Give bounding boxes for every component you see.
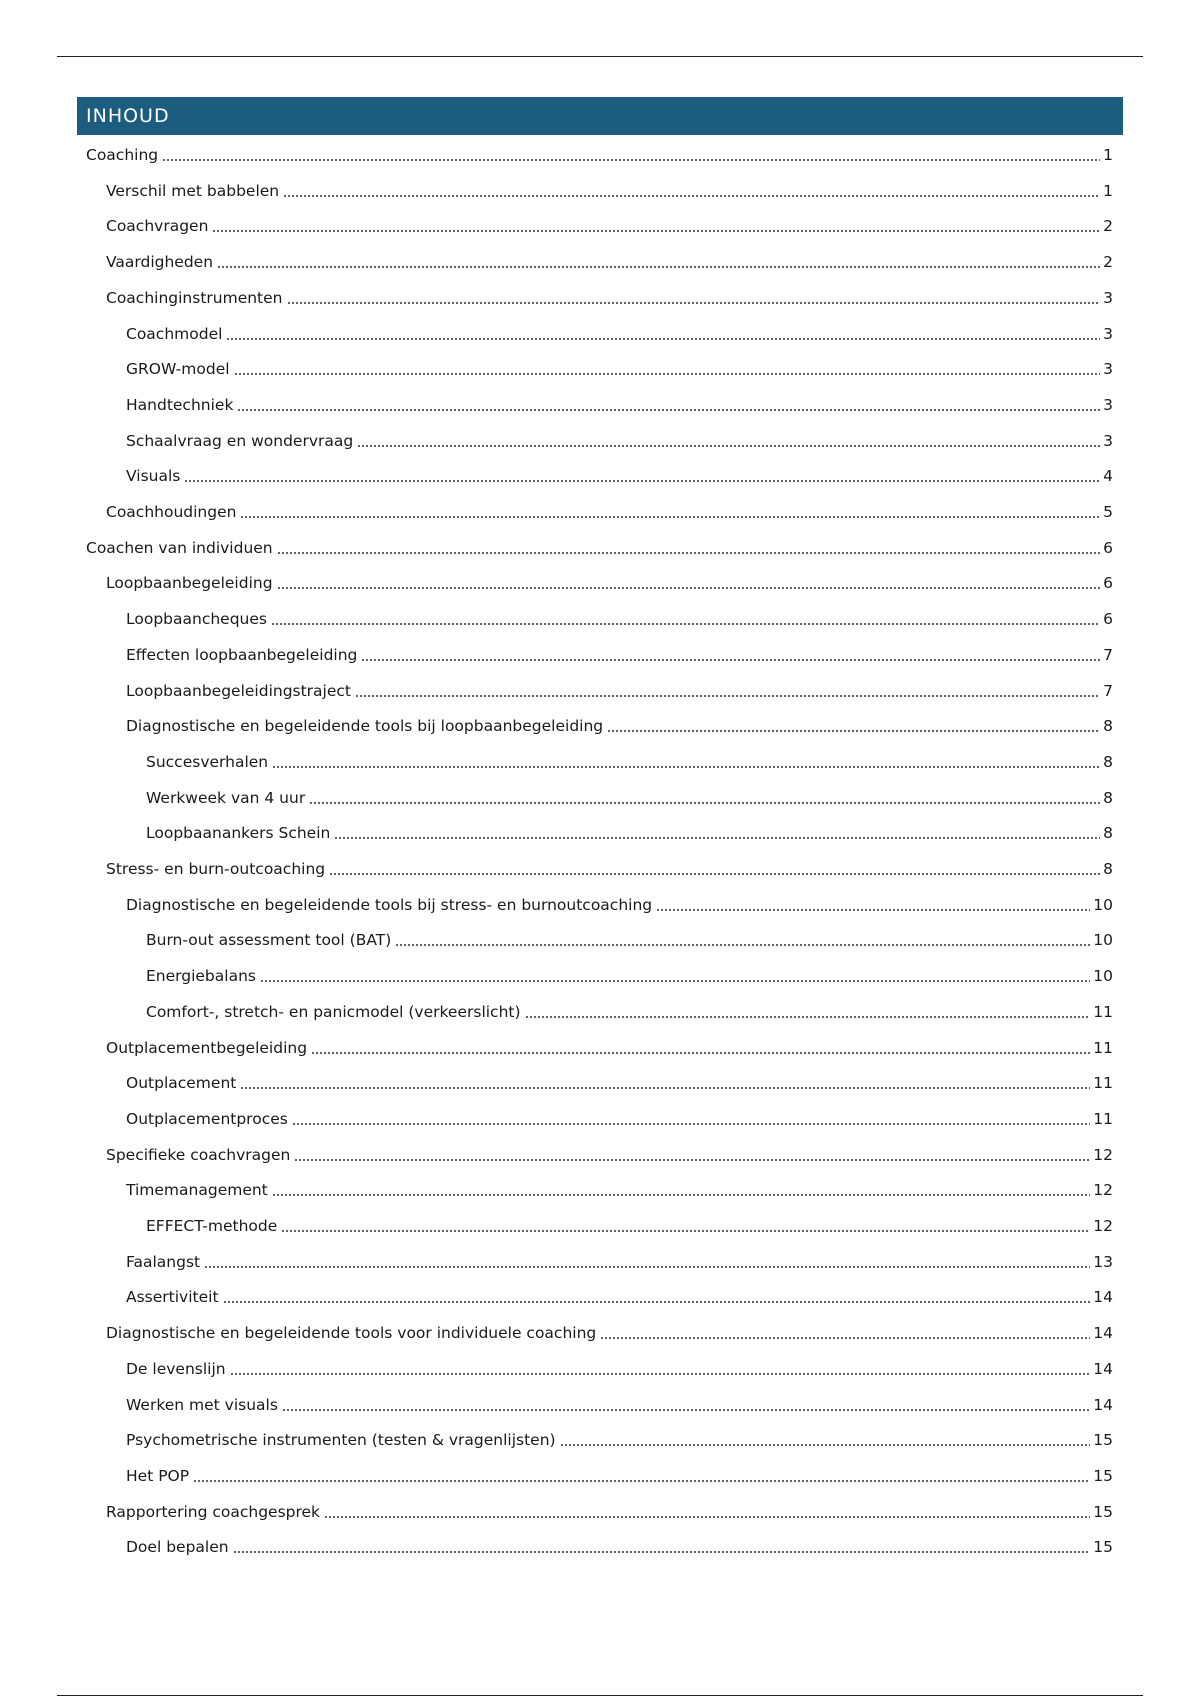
toc-dot-leader <box>355 694 1100 698</box>
toc-entry-label: Diagnostische en begeleidende tools bij loopbaanbegeleiding <box>126 717 604 736</box>
toc-entry-label: Coachhoudingen <box>106 503 237 521</box>
toc-entry-page: 1 <box>1103 181 1113 200</box>
toc-dot-leader <box>560 1443 1091 1447</box>
toc-entry-page: 5 <box>1103 503 1113 521</box>
toc-dot-leader <box>282 1408 1090 1412</box>
toc-entry[interactable] <box>126 1072 1113 1094</box>
toc-dot-leader <box>162 158 1100 162</box>
toc-dot-leader <box>656 908 1090 912</box>
toc-dot-leader <box>184 479 1100 483</box>
toc-entry-page: 3 <box>1103 324 1113 343</box>
toc-dot-leader <box>309 801 1100 805</box>
toc-entry-page: 3 <box>1103 360 1113 379</box>
toc-entry-label: Coachvragen <box>106 217 209 236</box>
toc-entry[interactable] <box>126 1286 1113 1308</box>
toc-entry[interactable] <box>106 1322 1113 1344</box>
toc-entry-label: Rapportering coachgesprek <box>106 1502 321 1521</box>
toc-entry-label: Effecten loopbaanbegeleiding <box>126 645 358 664</box>
toc-entry-label: Outplacement <box>126 1074 237 1093</box>
toc-entry-page: 6 <box>1103 610 1113 629</box>
toc-dot-leader <box>395 943 1090 947</box>
toc-entry[interactable] <box>86 144 1113 166</box>
toc-entry-label: Comfort-, stretch- en panicmodel (verkeerslicht) <box>146 1002 521 1021</box>
toc-entry[interactable] <box>126 394 1113 416</box>
toc-entry[interactable] <box>106 180 1113 202</box>
toc-entry-label: Doel bepalen <box>126 1538 229 1557</box>
toc-entry-label: Werkweek van 4 uur <box>146 788 306 807</box>
toc-dot-leader <box>260 979 1090 983</box>
toc-entry[interactable] <box>126 1251 1113 1273</box>
footer-rule <box>57 1695 1143 1696</box>
toc-dot-leader <box>329 872 1100 876</box>
toc-title: INHOUD <box>86 105 170 127</box>
toc-dot-leader <box>311 1051 1090 1055</box>
toc-entry-label: Outplacementproces <box>126 1109 288 1128</box>
toc-entry-label: Succesverhalen <box>146 752 269 771</box>
toc-entry-label: Schaalvraag en wondervraag <box>126 431 354 450</box>
toc-entry[interactable] <box>106 287 1113 309</box>
toc-dot-leader <box>271 622 1100 626</box>
toc-dot-leader <box>324 1515 1090 1519</box>
toc-dot-leader <box>281 1229 1090 1233</box>
toc-entry[interactable] <box>86 537 1113 559</box>
toc-dot-leader <box>272 765 1100 769</box>
toc-entry-label: Loopbaanbegeleidingstraject <box>126 681 351 700</box>
toc-entry-page: 11 <box>1093 1038 1113 1057</box>
toc-entry[interactable] <box>126 715 1113 737</box>
toc-entry-page: 12 <box>1093 1217 1113 1235</box>
toc-entry-page: 14 <box>1093 1324 1113 1343</box>
toc-entry[interactable] <box>126 1394 1113 1416</box>
toc-entry-label: Visuals <box>126 467 181 486</box>
toc-entry[interactable] <box>126 358 1113 380</box>
toc-dot-leader <box>234 372 1101 376</box>
toc-entry-label: Energiebalans <box>146 967 256 986</box>
toc-entry[interactable] <box>146 1001 1113 1023</box>
toc-entry-page: 11 <box>1093 1109 1113 1128</box>
toc-dot-leader <box>525 1015 1091 1019</box>
toc-dot-leader <box>334 836 1100 840</box>
toc-entry[interactable] <box>146 822 1113 844</box>
toc-entry-label: Outplacementbegeleiding <box>106 1038 308 1057</box>
toc-entry[interactable] <box>106 1501 1113 1523</box>
toc-dot-leader <box>600 1336 1090 1340</box>
toc-dot-leader <box>212 229 1100 233</box>
toc-dot-leader <box>287 301 1101 305</box>
toc-entry-label: Coachmodel <box>126 324 223 343</box>
toc-entry-label: Verschil met babbelen <box>106 181 280 200</box>
toc-entry-label: Coachinginstrumenten <box>106 288 283 307</box>
toc-entry-page: 15 <box>1093 1431 1113 1450</box>
toc-entry-label: Vaardigheden <box>106 253 214 272</box>
toc-entry-page: 7 <box>1103 645 1113 664</box>
toc-entry[interactable] <box>146 965 1113 987</box>
toc-dot-leader <box>294 1158 1090 1162</box>
toc-entry-label: Loopbaancheques <box>126 610 267 629</box>
toc-entry-page: 4 <box>1103 467 1113 486</box>
toc-entry[interactable] <box>126 608 1113 630</box>
toc-dot-leader <box>230 1372 1091 1376</box>
toc-entry[interactable] <box>146 787 1113 809</box>
toc-entry[interactable] <box>126 1465 1113 1487</box>
toc-dot-leader <box>226 337 1100 341</box>
toc-entry-page: 11 <box>1093 1074 1113 1093</box>
toc-entry-label: Loopbaanankers Schein <box>146 824 331 843</box>
toc-entry-page: 7 <box>1103 681 1113 700</box>
toc-entry-label: Faalangst <box>126 1252 201 1271</box>
toc-entry[interactable] <box>126 644 1113 666</box>
toc-entry-label: Coachen van individuen <box>86 538 273 557</box>
toc-entry[interactable] <box>126 1536 1113 1558</box>
toc-entry-page: 8 <box>1103 788 1113 807</box>
toc-dot-leader <box>277 551 1100 555</box>
toc-dot-leader <box>240 515 1100 519</box>
toc-dot-leader <box>240 1086 1090 1090</box>
toc-entry-page: 10 <box>1093 931 1113 950</box>
toc-entry-page: 15 <box>1093 1466 1113 1485</box>
toc-entry-page: 3 <box>1103 288 1113 307</box>
toc-dot-leader <box>204 1265 1090 1269</box>
toc-entry[interactable] <box>106 215 1113 237</box>
toc-dot-leader <box>217 265 1100 269</box>
toc-dot-leader <box>272 1193 1091 1197</box>
toc-entry-page: 12 <box>1093 1181 1113 1200</box>
toc-entry-label: Specifieke coachvragen <box>106 1145 291 1164</box>
toc-dot-leader <box>223 1300 1091 1304</box>
toc-entry[interactable] <box>126 1179 1113 1201</box>
toc-entry-page: 12 <box>1093 1145 1113 1164</box>
toc-dot-leader <box>283 194 1100 198</box>
toc-entry[interactable] <box>106 858 1113 880</box>
toc-entry-label: Diagnostische en begeleidende tools bij stress- en burnoutcoaching <box>126 895 653 914</box>
toc-entry[interactable] <box>126 1358 1113 1380</box>
toc-entry-label: Werken met visuals <box>126 1395 278 1414</box>
toc-entry[interactable] <box>106 572 1113 594</box>
toc-entry-label: Handtechniek <box>126 395 234 414</box>
toc-entry-page: 15 <box>1093 1502 1113 1521</box>
toc-entry[interactable] <box>146 929 1113 951</box>
toc-entry-label: Coaching <box>86 146 159 164</box>
toc-entry-label: Psychometrische instrumenten (testen & vragenlijsten) <box>126 1431 556 1450</box>
toc-entry[interactable] <box>146 751 1113 773</box>
toc-dot-leader <box>277 586 1101 590</box>
toc-entry-page: 13 <box>1093 1252 1113 1271</box>
toc-dot-leader <box>292 1122 1090 1126</box>
toc-dot-leader <box>237 408 1100 412</box>
toc-entry[interactable] <box>126 894 1113 916</box>
toc-entry-label: Stress- en burn-outcoaching <box>106 860 326 878</box>
toc-entry-page: 1 <box>1103 146 1113 164</box>
toc-dot-leader <box>361 658 1100 662</box>
toc-entry-label: De levenslijn <box>126 1359 226 1378</box>
toc-entry[interactable] <box>126 1108 1113 1130</box>
toc-entry-page: 2 <box>1103 217 1113 236</box>
toc-entry-label: Het POP <box>126 1466 190 1485</box>
toc-entry[interactable] <box>106 501 1113 523</box>
toc-dot-leader <box>193 1479 1090 1483</box>
toc-entry[interactable] <box>126 1429 1113 1451</box>
toc-entry-page: 8 <box>1103 824 1113 843</box>
toc-entry[interactable] <box>146 1215 1113 1237</box>
toc-entry-page: 11 <box>1093 1002 1113 1021</box>
toc-entry[interactable] <box>126 430 1113 452</box>
toc-entry-page: 6 <box>1103 538 1113 557</box>
toc-dot-leader <box>233 1550 1091 1554</box>
toc-entry-page: 8 <box>1103 717 1113 736</box>
toc-entry-page: 14 <box>1093 1395 1113 1414</box>
toc-entry[interactable] <box>106 1144 1113 1166</box>
toc-entry[interactable] <box>106 251 1113 273</box>
toc-entry[interactable] <box>126 680 1113 702</box>
toc-dot-leader <box>357 444 1100 448</box>
toc-entry-label: Timemanagement <box>126 1181 268 1200</box>
toc-entry-label: Assertiviteit <box>126 1288 219 1307</box>
toc-entry-page: 3 <box>1103 431 1113 450</box>
toc-entry-page: 8 <box>1103 752 1113 771</box>
toc-entry-page: 2 <box>1103 253 1113 272</box>
toc-entry-page: 10 <box>1093 895 1113 914</box>
toc-entry-label: Loopbaanbegeleiding <box>106 574 273 593</box>
toc-entry[interactable] <box>126 323 1113 345</box>
toc-entry-label: EFFECT-methode <box>146 1217 278 1235</box>
toc-entry-page: 6 <box>1103 574 1113 593</box>
toc-entry-label: Diagnostische en begeleidende tools voor individuele coaching <box>106 1324 597 1343</box>
toc-entry-label: Burn-out assessment tool (BAT) <box>146 931 392 950</box>
toc-entry-page: 3 <box>1103 395 1113 414</box>
toc-entry[interactable] <box>126 465 1113 487</box>
toc-entry-page: 14 <box>1093 1288 1113 1307</box>
toc-entry[interactable] <box>106 1037 1113 1059</box>
toc-entry-page: 10 <box>1093 967 1113 986</box>
toc-dot-leader <box>607 729 1100 733</box>
toc-entry-page: 14 <box>1093 1359 1113 1378</box>
toc-entry-label: GROW-model <box>126 360 230 379</box>
toc-entry-page: 8 <box>1103 860 1113 878</box>
toc-entry-page: 15 <box>1093 1538 1113 1557</box>
